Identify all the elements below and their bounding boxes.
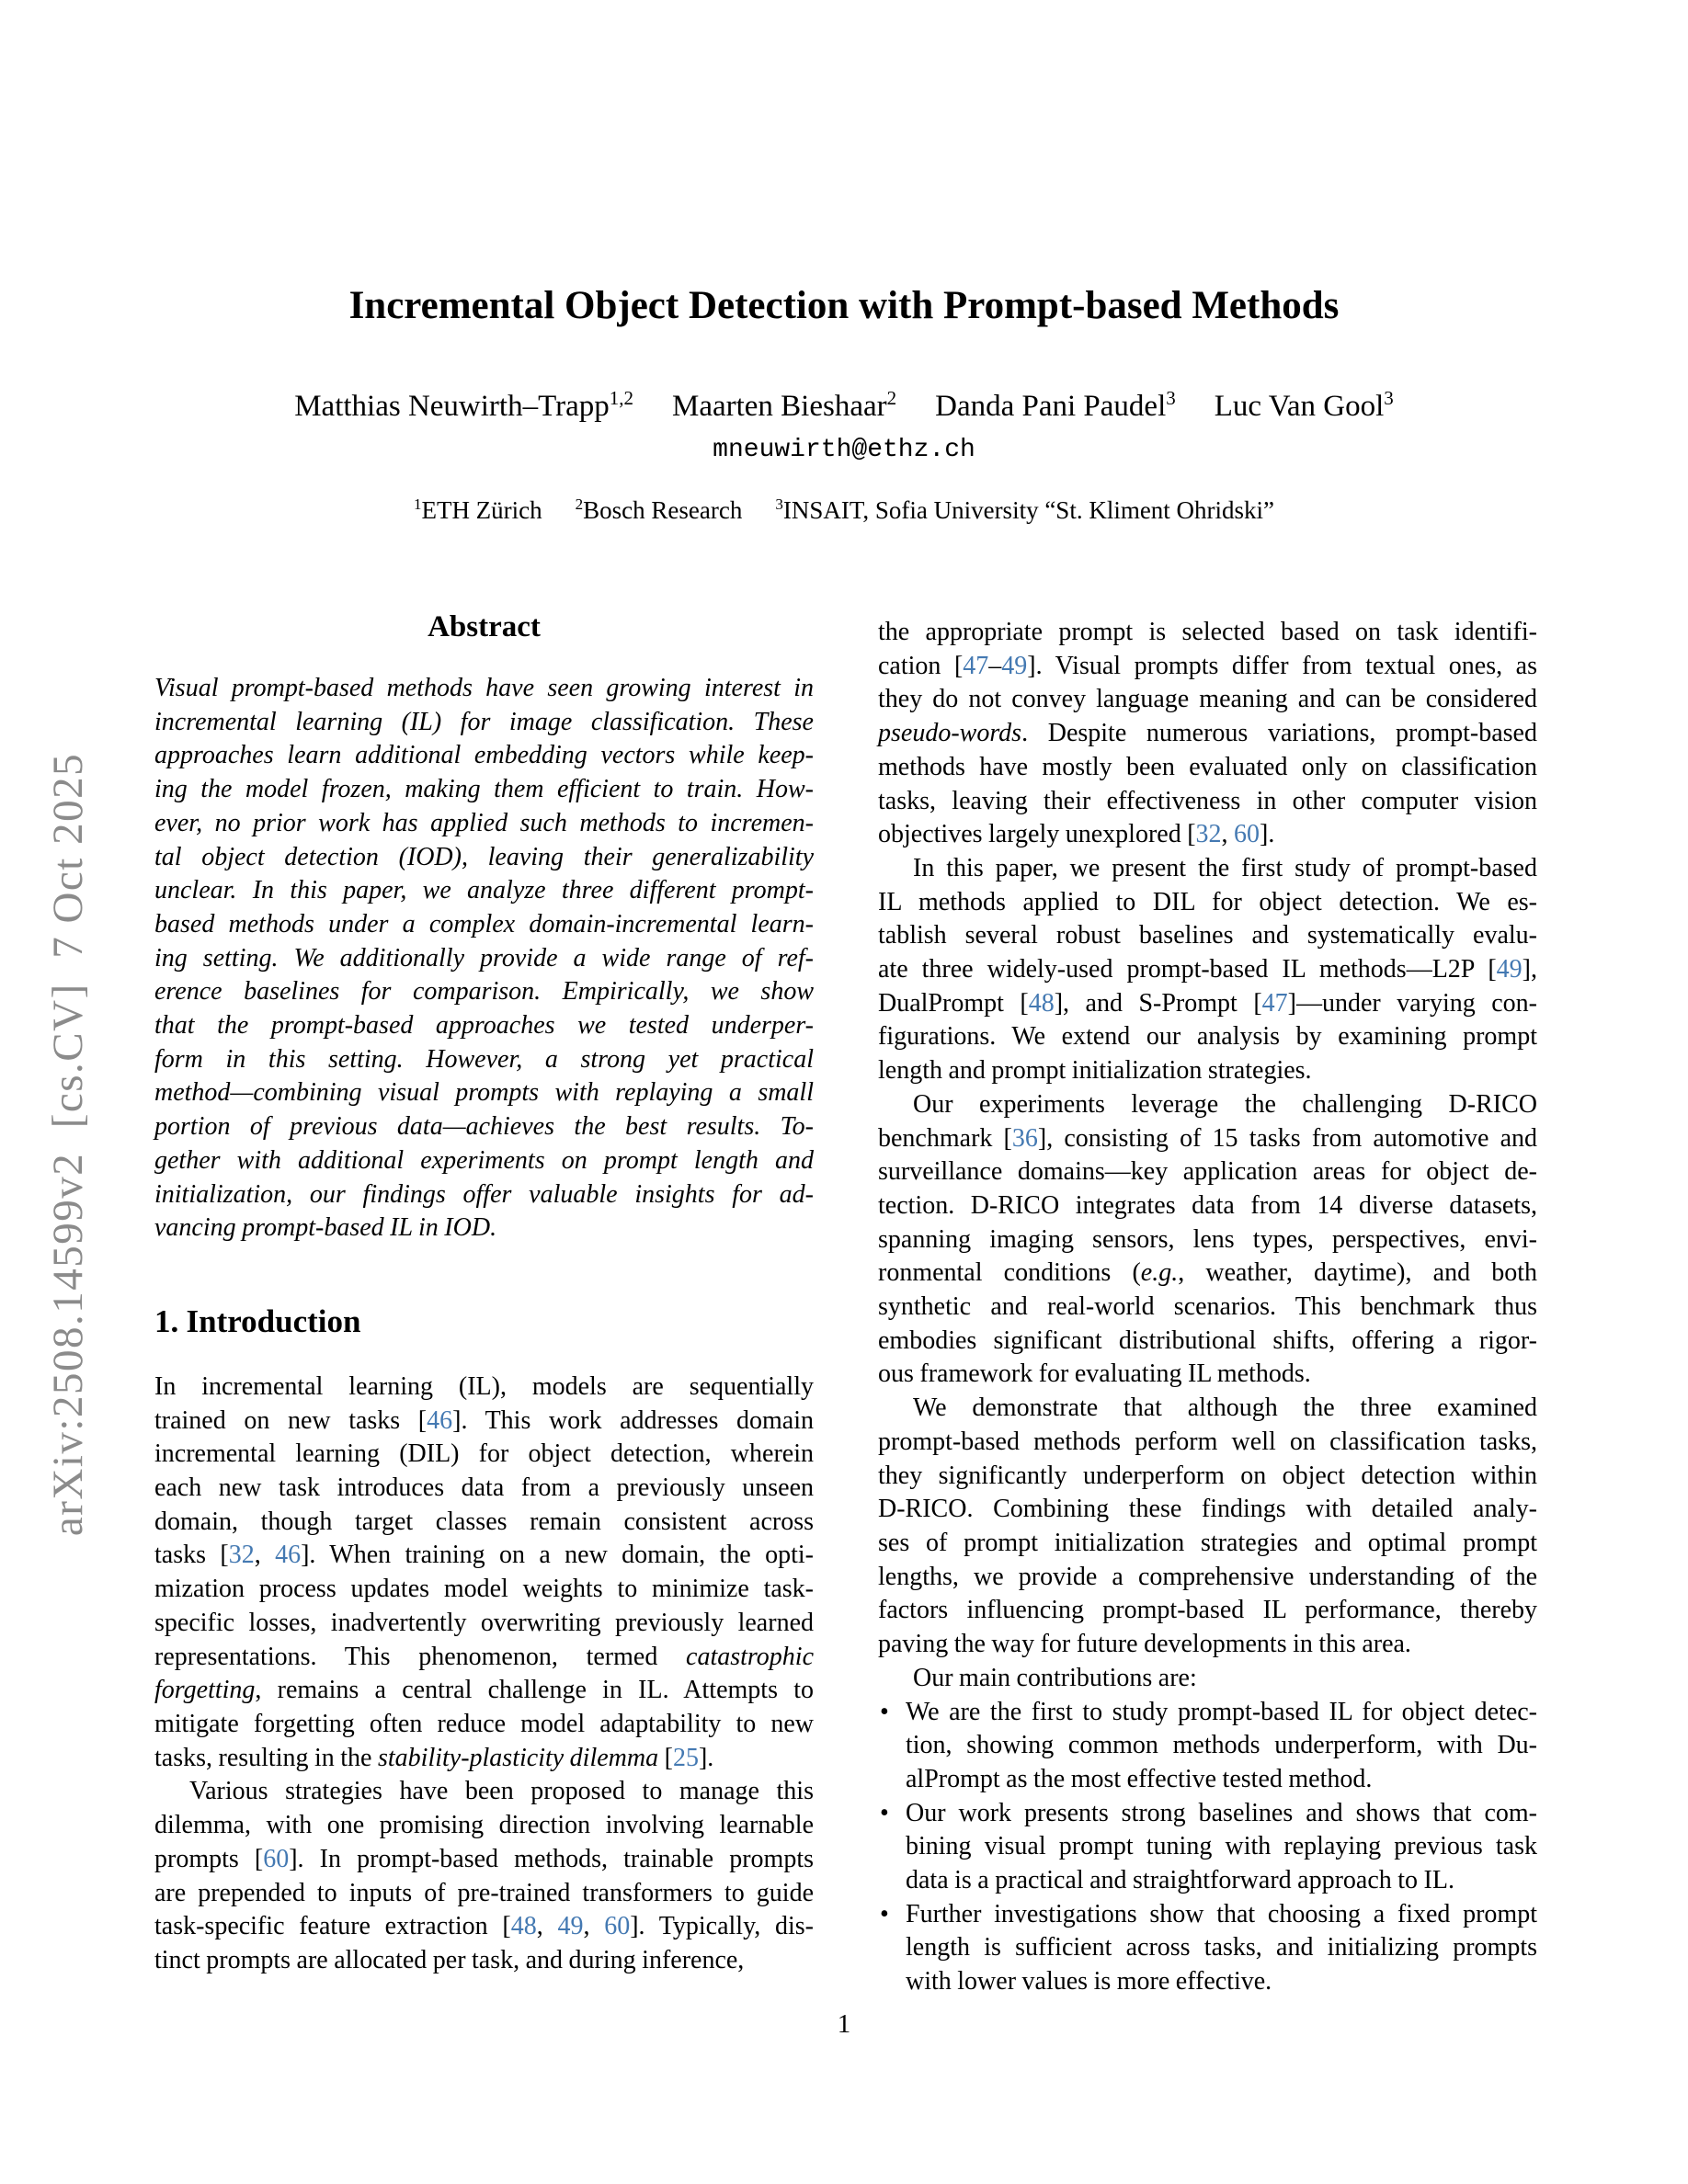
affiliation-sup: 1 [413,495,422,513]
text-line: methods have mostly been evaluated only on classification [878,752,1537,781]
text-line: In incremental learning (IL), models are sequentially [154,1371,814,1401]
right-column [878,616,1537,1999]
bullet-marker: • [880,1697,889,1726]
text-line: incremental learning (DIL) for object detection, wherein [154,1439,814,1469]
abstract-heading: Abstract [428,610,541,643]
citation-link[interactable]: 32 [228,1541,255,1570]
text-line: tasks [32, 46]. When training on a new domain, the opti- [154,1541,814,1570]
text-line: task-specific feature extraction [48, 49, 60]. Typically, dis- [154,1912,815,1941]
citation-link[interactable]: 49 [557,1912,584,1941]
text-line: paving the way for future developments in this area. [878,1630,1411,1659]
affiliation: $^1$ETH Zürich [413,495,542,524]
author: Luc Van Gool$^3$ [1214,387,1394,423]
text-line: representations. This phenomenon, termed catastrophic [154,1642,814,1671]
text-line: Various strategies have been proposed to manage this [189,1777,814,1806]
text-line: IL methods applied to DIL for object detection. We es- [878,887,1537,916]
text-line: length and prompt initialization strategies. [878,1056,1312,1086]
text-line: the appropriate prompt is selected based on task identifi- [878,618,1537,646]
text-line: factors influencing prompt-based IL performance, thereby [878,1596,1537,1625]
text-line: ronmental conditions (e.g., weather, daytime), and both [878,1258,1537,1288]
text-line: prompt-based methods perform well on classification tasks, [878,1427,1537,1456]
citation-link[interactable]: 60 [604,1912,631,1941]
text-line: mitigate forgetting often reduce model adaptability to new [154,1709,814,1738]
text-line: tinct prompts are allocated per task, and during inference, [154,1945,745,1974]
text-line: initialization, our findings offer valuable insights for ad- [154,1179,814,1209]
text-line: tection. D-RICO integrates data from 14 diverse datasets, [878,1190,1537,1220]
text-line: bining visual prompt tuning with replaying previous task [906,1832,1537,1861]
author-affiliation-sup: 1,2 [609,387,633,409]
text-line: figurations. We extend our analysis by examining prompt [878,1022,1537,1052]
text-line: Further investigations show that choosing a fixed prompt [906,1899,1537,1928]
paragraph [154,1775,814,1977]
author: Maarten Bieshaar$^2$ [671,387,897,423]
authors-row [0,387,1688,424]
citation-link[interactable]: 49 [1001,651,1028,680]
text-line: incremental learning (IL) for image classification. These [154,707,814,736]
arxiv-watermark: arXiv:2508.14599v2 [cs.CV] 7 Oct 2025 [44,752,92,1537]
text-line: prompts [60]. In prompt-based methods, trainable prompts [154,1844,814,1873]
text-line: domain, though target classes remain consistent across [154,1507,814,1536]
author-affiliation-sup: 3 [1166,387,1176,409]
bullet-item [878,1898,1537,1999]
text-line: tal object detection (IOD), leaving their generalizability [154,842,814,871]
affiliation-sup: 2 [575,495,584,513]
text-line: Our work presents strong baselines and shows that com- [906,1798,1537,1827]
paper-title: Incremental Object Detection with Prompt-based Methods [348,284,1340,327]
text-line: specific losses, inadvertently overwriting previously learned [154,1608,814,1637]
citation-link[interactable]: 46 [427,1405,453,1435]
text-line: ever, no prior work has applied such methods to incremen- [154,808,814,837]
text-line: cation [47–49]. Visual prompts differ from textual ones, as [878,651,1537,680]
text-line: are prepended to inputs of pre-trained transformers to guide [154,1878,814,1907]
text-line: We are the first to study prompt-based IL for object detec- [906,1697,1537,1726]
section-heading: 1. Introduction [154,1302,361,1339]
citation-link[interactable]: 36 [1011,1123,1038,1153]
text-line: ous framework for evaluating IL methods. [878,1359,1311,1389]
text-line: with lower values is more effective. [906,1967,1272,1996]
text-line: We demonstrate that although the three examined [913,1393,1537,1423]
page-number: 1 [837,2009,851,2039]
text-line: approaches learn additional embedding vectors while keep- [154,741,814,770]
text-line: embodies significant distributional shifts, offering a rigor- [878,1325,1537,1355]
text-line: benchmark [36], consisting of 15 tasks from automotive and [878,1123,1537,1153]
bullet-item [878,1696,1537,1797]
text-line: dilemma, with one promising direction involving learnable [154,1811,814,1840]
text-line: trained on new tasks [46]. This work addresses domain [154,1405,814,1435]
author: Danda Pani Paudel$^3$ [935,387,1176,423]
citation-link[interactable]: 60 [263,1844,290,1873]
author-affiliation-sup: 2 [886,387,897,409]
text-line: Our main contributions are: [913,1663,1197,1692]
text-line: method—combining visual prompts with replaying a small [154,1078,814,1108]
paragraph [878,1662,1537,1696]
paragraph [878,616,1537,852]
text-line: unclear. In this paper, we analyze three different prompt- [154,876,814,905]
citation-link[interactable]: 25 [672,1743,699,1772]
text-line: tablish several robust baselines and systematically evalu- [878,921,1537,950]
text-line: In this paper, we present the first study of prompt-based [913,853,1537,882]
text-line: Our experiments leverage the challenging D-RICO [913,1089,1537,1119]
affiliations-row [0,496,1688,525]
text-line: length is sufficient across tasks, and initializing prompts [906,1933,1537,1962]
text-line: gether with additional experiments on prompt length and [154,1145,814,1175]
text-line: ate three widely-used prompt-based IL methods—L2P [49], [878,955,1537,984]
left-column [154,602,814,1978]
text-line: ing the model frozen, making them efficient to train. How- [154,775,814,804]
paragraph [878,1088,1537,1392]
affiliation: $^2$Bosch Research [575,495,743,524]
paragraph [154,1371,814,1775]
text-line: spanning imaging sensors, lens types, perspectives, envi- [878,1224,1537,1254]
citation-link[interactable]: 32 [1195,820,1222,849]
citation-link[interactable]: 49 [1496,955,1523,984]
citation-link[interactable]: 48 [1028,988,1055,1018]
citation-link[interactable]: 47 [963,651,989,680]
text-line: lengths, we provide a comprehensive understanding of the [878,1562,1537,1591]
text-line: portion of previous data—achieves the best results. To- [154,1112,814,1142]
text-line: forgetting, remains a central challenge in IL. Attempts to [154,1676,814,1705]
citation-link[interactable]: 60 [1234,820,1260,849]
text-line: Visual prompt-based methods have seen growing interest in [154,674,814,702]
text-line: they significantly underperform on object detection within [878,1461,1537,1490]
citation-link[interactable]: 47 [1261,988,1288,1018]
paragraph [154,672,814,1246]
text-line: tion, showing common methods underperform, with Du- [906,1731,1537,1760]
citation-link[interactable]: 46 [275,1541,302,1570]
text-line: data is a practical and straightforward approach to IL. [906,1866,1454,1895]
text-line: mization process updates model weights to minimize task- [154,1575,814,1604]
contact-email: mneuwirth@ethz.ch [713,436,975,464]
text-line: based methods under a complex domain-incremental learn- [154,909,814,938]
paragraph [878,1392,1537,1662]
paragraph [878,852,1537,1088]
text-line: pseudo-words. Despite numerous variations, prompt-based [878,719,1537,748]
author-affiliation-sup: 3 [1384,387,1394,409]
text-line: ing setting. We additionally provide a wide range of ref- [154,943,814,973]
text-line: that the prompt-based approaches we tested underper- [154,1011,814,1041]
text-line: tasks, leaving their effectiveness in other computer vision [878,786,1537,815]
text-line: form in this setting. However, a strong yet practical [154,1044,814,1074]
citation-link[interactable]: 48 [510,1912,537,1941]
bullet-marker: • [880,1899,889,1928]
text-line: vancing prompt-based IL in IOD. [154,1213,497,1243]
text-line: each new task introduces data from a previously unseen [154,1473,814,1503]
text-line: they do not convey language meaning and can be considered [878,685,1537,714]
bullet-item [878,1797,1537,1898]
text-line: objectives largely unexplored [32, 60]. [878,820,1275,849]
bullet-marker: • [880,1798,889,1827]
text-line: erence baselines for comparison. Empirically, we show [154,977,814,1007]
affiliation-sup: 3 [775,495,783,513]
affiliation: $^3$INSAIT, Sofia University “St. Kliment Ohridski” [775,495,1275,524]
author: Matthias Neuwirth–Trapp$^{1,2}$ [294,387,633,423]
text-line: alPrompt as the most effective tested method. [906,1764,1373,1793]
text-line: D-RICO. Combining these findings with detailed analy- [878,1495,1537,1524]
text-line: synthetic and real-world scenarios. This benchmark thus [878,1292,1537,1322]
text-line: surveillance domains—key application areas for object de- [878,1157,1537,1187]
text-line: tasks, resulting in the stability-plasticity dilemma [25]. [154,1743,714,1772]
text-line: ses of prompt initialization strategies and optimal prompt [878,1528,1537,1557]
text-line: DualPrompt [48], and S-Prompt [47]—under varying con- [878,988,1537,1018]
